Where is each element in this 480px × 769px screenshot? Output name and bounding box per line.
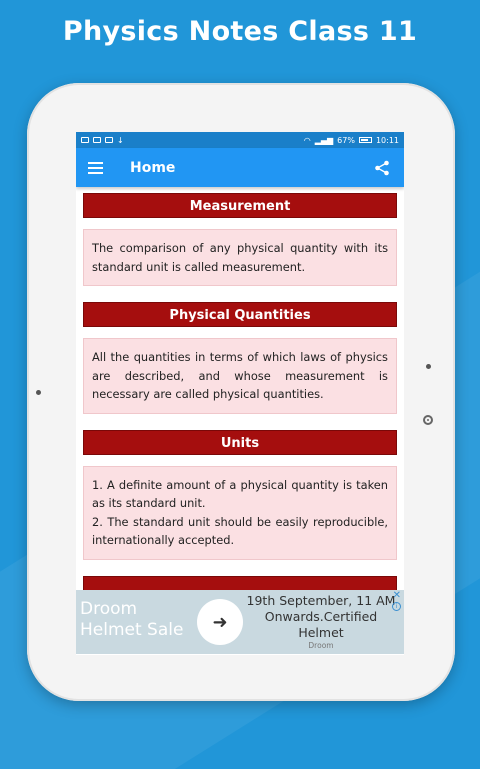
app-title: Home xyxy=(130,159,176,176)
close-icon[interactable]: ✕ xyxy=(392,590,401,601)
home-button[interactable] xyxy=(423,415,433,425)
clock: 10:11 xyxy=(375,135,399,145)
section-header-physical-quantities[interactable]: Physical Quantities xyxy=(83,302,397,327)
tablet-frame xyxy=(27,83,455,701)
units-line-1: 1. A definite amount of a physical quantity is taken as its standard unit. xyxy=(92,477,388,510)
ad-right-text xyxy=(246,593,396,651)
status-bar xyxy=(76,132,404,148)
ad-brand: Droom xyxy=(308,641,334,650)
ad-left-line-2: Helmet Sale xyxy=(80,620,184,640)
sensor-dot xyxy=(426,364,431,369)
download-icon: ↓ xyxy=(117,135,124,145)
image-icon xyxy=(105,137,113,143)
promo-headline: Physics Notes Class 11 xyxy=(62,16,418,47)
hamburger-menu-icon[interactable] xyxy=(88,162,103,173)
battery-percent: 67% xyxy=(337,135,355,145)
ad-left-line-1: Droom xyxy=(80,599,138,619)
section-body-measurement: The comparison of any physical quantity with its standard unit is called measurement. xyxy=(83,229,397,286)
notification-icon xyxy=(81,137,89,143)
section-body-units xyxy=(83,466,397,560)
ad-left-text xyxy=(80,599,183,641)
info-icon[interactable]: i xyxy=(392,602,401,611)
wifi-icon: ◠ xyxy=(303,135,311,145)
camera-dot xyxy=(36,390,41,395)
app-bar xyxy=(76,148,404,187)
section-body-physical-quantities: All the quantities in terms of which laws of physics are described, and whose measurement is necessary are called physical quantities. xyxy=(83,338,397,414)
app-screen xyxy=(76,132,404,655)
mail-icon xyxy=(93,137,101,143)
notes-content xyxy=(76,187,404,601)
units-line-2: 2. The standard unit should be easily reproducible, internationally accepted. xyxy=(92,514,388,547)
ad-description: 19th September, 11 AM Onwards.Certified Helmet xyxy=(246,593,396,640)
signal-icon: ▂▄▆ xyxy=(314,135,334,145)
share-icon[interactable] xyxy=(374,160,390,176)
section-header-units[interactable]: Units xyxy=(83,430,397,455)
section-header-measurement[interactable]: Measurement xyxy=(83,193,397,218)
arrow-right-icon[interactable]: ➜ xyxy=(197,599,243,645)
ad-banner[interactable] xyxy=(76,590,404,654)
battery-icon xyxy=(359,137,372,143)
